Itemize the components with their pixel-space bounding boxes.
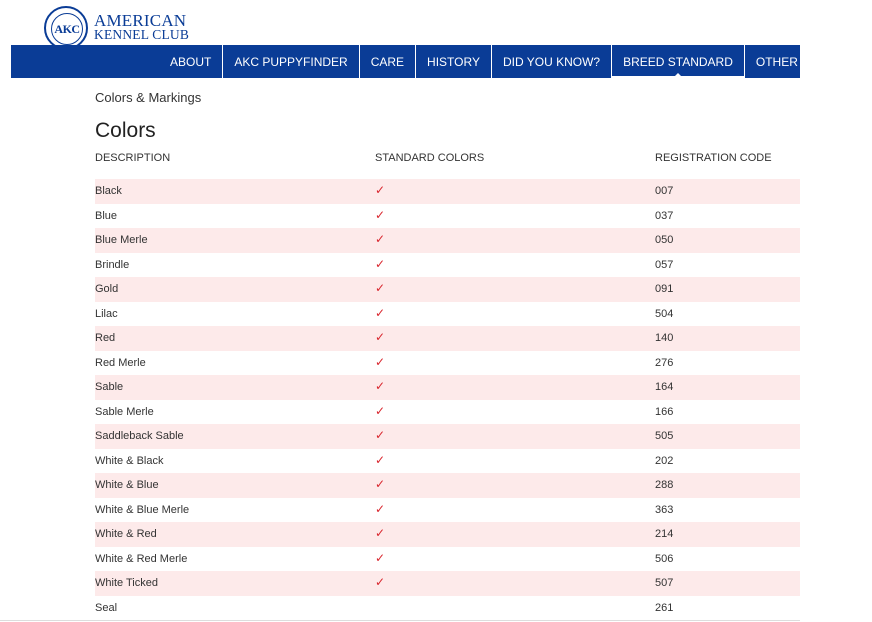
cell-description: Sable (95, 381, 124, 393)
table-row (95, 522, 800, 547)
checkmark-icon: ✓ (375, 232, 386, 246)
colors-table (95, 179, 800, 620)
akc-seal-text: AKC (51, 13, 83, 45)
cell-registration-code: 363 (655, 503, 674, 516)
cell-description: Sable Merle (95, 405, 154, 418)
nav-item-care[interactable]: CARE (359, 45, 415, 78)
table-row (95, 571, 800, 596)
table-row (95, 204, 800, 229)
nav-item-other-breeds-t[interactable]: OTHER BREEDS T (744, 45, 872, 78)
table-row (95, 277, 800, 302)
checkmark-icon: ✓ (375, 452, 386, 467)
checkmark-icon: ✓ (375, 354, 386, 369)
cell-description: White & Blue (95, 479, 159, 491)
table-row (95, 547, 800, 572)
checkmark-icon: ✓ (375, 477, 386, 491)
nav-item-breed-standard[interactable]: BREED STANDARD (611, 45, 744, 78)
cell-description: Saddleback Sable (95, 430, 184, 442)
table-row (95, 253, 800, 278)
nav-item-akc-puppyfinder[interactable]: AKC PUPPYFINDER (222, 45, 358, 78)
table-row (95, 375, 800, 400)
cell-registration-code: 164 (655, 381, 674, 393)
cell-description: Gold (95, 283, 119, 295)
cell-description: Seal (95, 601, 118, 614)
akc-seal-icon (44, 6, 88, 50)
cell-description: Red Merle (95, 356, 146, 369)
cell-description: White & Blue Merle (95, 503, 190, 516)
header-description: DESCRIPTION (95, 152, 171, 164)
cell-registration-code: 202 (655, 454, 674, 467)
nav-item-did-you-know[interactable]: DID YOU KNOW? (491, 45, 611, 78)
cell-registration-code: 007 (655, 185, 674, 197)
breadcrumb: Colors & Markings (95, 90, 202, 105)
table-row (95, 473, 800, 498)
table-row (95, 351, 800, 376)
checkmark-icon: ✓ (375, 550, 386, 565)
table-row (95, 498, 800, 523)
checkmark-icon: ✓ (375, 183, 386, 197)
cell-registration-code: 506 (655, 552, 674, 565)
cell-description: Black (95, 185, 122, 197)
cell-registration-code: 505 (655, 430, 674, 442)
cell-description: White & Red Merle (95, 552, 188, 565)
checkmark-icon: ✓ (375, 428, 386, 442)
logo-line-1: AMERICAN (94, 11, 187, 30)
cell-registration-code: 214 (655, 528, 674, 540)
checkmark-icon: ✓ (375, 575, 386, 589)
divider (0, 620, 800, 621)
cell-description: White Ticked (95, 577, 158, 589)
main-nav (11, 45, 862, 78)
table-row (95, 179, 800, 204)
table-row (95, 302, 800, 327)
cell-description: White & Red (95, 528, 157, 540)
cell-description: Lilac (95, 307, 118, 320)
table-row (95, 449, 800, 474)
cell-registration-code: 140 (655, 332, 674, 344)
nav-items (159, 45, 872, 78)
section-title: Colors (95, 119, 156, 142)
checkmark-icon: ✓ (375, 281, 386, 295)
header-standard-colors: STANDARD COLORS (375, 152, 485, 164)
cell-description: Brindle (95, 258, 130, 271)
cell-registration-code: 276 (655, 356, 674, 369)
checkmark-icon: ✓ (375, 207, 386, 222)
cell-description: White & Black (95, 454, 164, 467)
logo-line-2: KENNEL CLUB (94, 27, 190, 42)
cell-registration-code: 091 (655, 283, 674, 295)
nav-item-history[interactable]: HISTORY (415, 45, 491, 78)
cell-registration-code: 050 (655, 234, 674, 246)
logo-wordmark (94, 11, 190, 42)
akc-logo[interactable] (44, 8, 189, 48)
table-row (95, 596, 800, 621)
cell-registration-code: 288 (655, 479, 674, 491)
cell-description: Red (95, 332, 116, 344)
table-row (95, 228, 800, 253)
cell-description: Blue Merle (95, 234, 148, 246)
checkmark-icon: ✓ (375, 501, 386, 516)
checkmark-icon: ✓ (375, 403, 386, 418)
cell-registration-code: 261 (655, 601, 674, 614)
cell-registration-code: 507 (655, 577, 674, 589)
table-row (95, 424, 800, 449)
nav-item-about[interactable]: ABOUT (170, 54, 212, 69)
header-registration-code: REGISTRATION CODE (655, 152, 772, 164)
table-row (95, 326, 800, 351)
cell-registration-code: 166 (655, 405, 674, 418)
checkmark-icon: ✓ (375, 305, 386, 320)
checkmark-icon: ✓ (375, 330, 386, 344)
active-caret-icon (675, 73, 681, 76)
checkmark-icon: ✓ (375, 526, 386, 540)
checkmark-icon: ✓ (375, 256, 386, 271)
cell-registration-code: 057 (655, 258, 674, 271)
cell-registration-code: 037 (655, 209, 674, 222)
cell-registration-code: 504 (655, 307, 674, 320)
checkmark-icon: ✓ (375, 379, 386, 393)
table-header-row (95, 150, 800, 166)
table-row (95, 400, 800, 425)
cell-description: Blue (95, 209, 118, 222)
